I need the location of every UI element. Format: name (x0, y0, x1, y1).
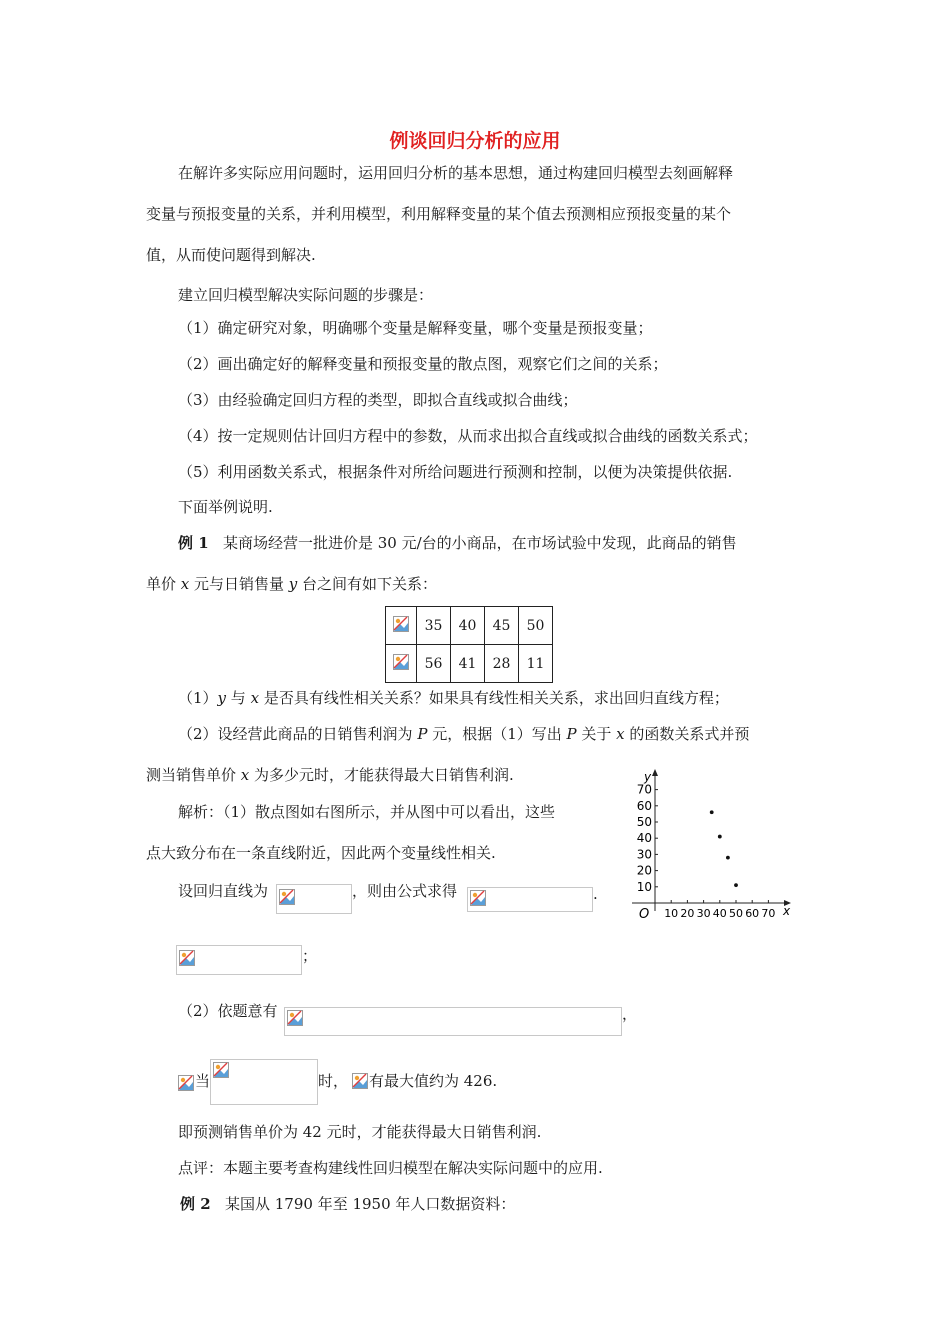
example-2-text: 某国从 1790 年至 1950 年人口数据资料： (224, 1195, 516, 1213)
step-3: （3）由经验确定回归方程的类型，即拟合直线或拟合曲线； (178, 391, 578, 409)
x-tick-label: 70 (761, 907, 776, 920)
x-tick-label: 20 (680, 907, 695, 920)
x-tick-label: 60 (745, 907, 760, 920)
period: . (593, 885, 598, 903)
data-table (385, 606, 553, 683)
broken-image-icon (213, 1062, 229, 1078)
max-value-text: 有最大值约为 426. (369, 1072, 498, 1090)
comma: ， (622, 1005, 638, 1023)
text-span: 台之间有如下关系： (297, 575, 438, 593)
var-x: x (180, 575, 190, 593)
table-cell: 56 (417, 645, 451, 683)
text-span: 的函数关系式并预 (624, 725, 750, 743)
data-point (734, 883, 738, 887)
table-row (386, 645, 553, 683)
y-tick-label: 70 (636, 782, 652, 797)
solution-line-4: （2）依题意有 (178, 1002, 278, 1020)
solution-line-3a: 设回归直线为 (178, 882, 269, 900)
table-cell: 40 (451, 607, 485, 645)
step-4: （4）按一定规则估计回归方程中的参数，从而求出拟合直线或拟合曲线的函数关系式； (178, 427, 758, 445)
table-cell: 35 (417, 607, 451, 645)
x-tick-label: 10 (664, 907, 679, 920)
data-point (718, 835, 722, 839)
broken-image-icon (279, 889, 295, 905)
var-p: P (417, 725, 428, 743)
question-1 (178, 688, 729, 708)
table-cell: 50 (519, 607, 553, 645)
broken-image-icon (179, 950, 195, 966)
solution-line-3b: ，则由公式求得 (352, 882, 458, 900)
text-span: 为多少元时，才能获得最大日销售利润. (249, 766, 514, 784)
text-span: 单价 (146, 575, 181, 593)
text-span: 元，根据（1）写出 (427, 725, 567, 743)
formula-image-profit (284, 1007, 622, 1036)
intro-line-3: 值，从而使问题得到解决. (146, 246, 316, 264)
broken-image-icon (470, 890, 486, 906)
x-tick-label: 50 (729, 907, 743, 920)
example-1-line-2 (146, 574, 437, 594)
text-span: 是否具有线性相关关系？如果具有线性相关关系，求出回归直线方程； (259, 689, 729, 707)
x-tick-label: 30 (696, 907, 711, 920)
example-2-line (180, 1194, 515, 1214)
example-1-line-1 (178, 533, 737, 553)
y-tick-label: 40 (636, 831, 652, 846)
solution-line-2: 点大致分布在一条直线附近，因此两个变量线性相关. (146, 844, 496, 862)
below-text: 下面举例说明. (178, 498, 273, 516)
y-tick-label: 20 (636, 863, 652, 878)
step-1: （1）确定研究对象，明确哪个变量是解释变量，哪个变量是预报变量； (178, 319, 653, 337)
shi-text: 时， (318, 1072, 349, 1090)
x-axis-label: x (783, 904, 791, 918)
var-p: P (566, 725, 577, 743)
table-cell: 11 (519, 645, 553, 683)
var-x: x (250, 689, 260, 707)
step-5: （5）利用函数关系式，根据条件对所给问题进行预测和控制，以便为决策提供依据. (178, 463, 733, 481)
comment: 点评：本题主要考查构建线性回归模型在解决实际问题中的应用. (178, 1159, 603, 1177)
table-cell (386, 645, 417, 683)
text-span: （1） (178, 689, 218, 707)
question-2-line-1 (178, 724, 749, 744)
x-tick-label: 40 (712, 907, 727, 920)
y-tick-label: 60 (636, 798, 652, 813)
table-row (386, 607, 553, 645)
scatter-chart (628, 766, 808, 926)
page-title: 例谈回归分析的应用 (389, 130, 561, 152)
example-1-text: 某商场经营一批进价是 30 元/台的小商品，在市场试验中发现，此商品的销售 (222, 534, 737, 552)
y-tick-label: 10 (636, 879, 652, 894)
var-x: x (240, 766, 250, 784)
var-y: y (288, 575, 298, 593)
solution-line-1: 解析：（1）散点图如右图所示，并从图中可以看出，这些 (178, 803, 556, 821)
conclusion: 即预测销售单价为 42 元时，才能获得最大日销售利润. (178, 1123, 542, 1141)
steps-intro: 建立回归模型解决实际问题的步骤是： (178, 286, 434, 304)
text-span: 测当销售单价 (146, 766, 241, 784)
table-cell (386, 607, 417, 645)
broken-image-icon (178, 1075, 194, 1091)
text-span: （2）设经营此商品的日销售利润为 (178, 725, 418, 743)
example-1-label: 例 1 (178, 534, 209, 552)
semicolon: ； (302, 947, 318, 965)
y-tick-label: 30 (636, 847, 652, 862)
example-2-label: 例 2 (180, 1195, 211, 1213)
broken-image-icon (352, 1073, 368, 1089)
origin-label: O (639, 907, 650, 922)
data-point (726, 856, 730, 860)
y-axis-label: y (644, 770, 652, 784)
data-point (710, 810, 714, 814)
var-y: y (217, 689, 227, 707)
intro-line-1: 在解许多实际应用问题时，运用回归分析的基本思想，通过构建回归模型去刻画解释 (178, 164, 734, 182)
dang-text: 当 (195, 1072, 211, 1090)
broken-image-icon (393, 616, 409, 632)
broken-image-icon (393, 654, 409, 670)
text-span: 与 (226, 689, 251, 707)
text-span: 关于 (576, 725, 617, 743)
step-2: （2）画出确定好的解释变量和预报变量的散点图，观察它们之间的关系； (178, 355, 668, 373)
table-cell: 41 (451, 645, 485, 683)
table-cell: 45 (485, 607, 519, 645)
y-tick-label: 50 (636, 815, 652, 829)
broken-image-icon (287, 1010, 303, 1026)
intro-line-2: 变量与预报变量的关系，并利用模型，利用解释变量的某个值去预测相应预报变量的某个 (146, 205, 732, 223)
y-axis-arrow (652, 769, 658, 776)
text-span: 元与日销售量 (189, 575, 289, 593)
question-2-line-2 (146, 765, 514, 785)
table-cell: 28 (485, 645, 519, 683)
var-x: x (616, 725, 625, 743)
